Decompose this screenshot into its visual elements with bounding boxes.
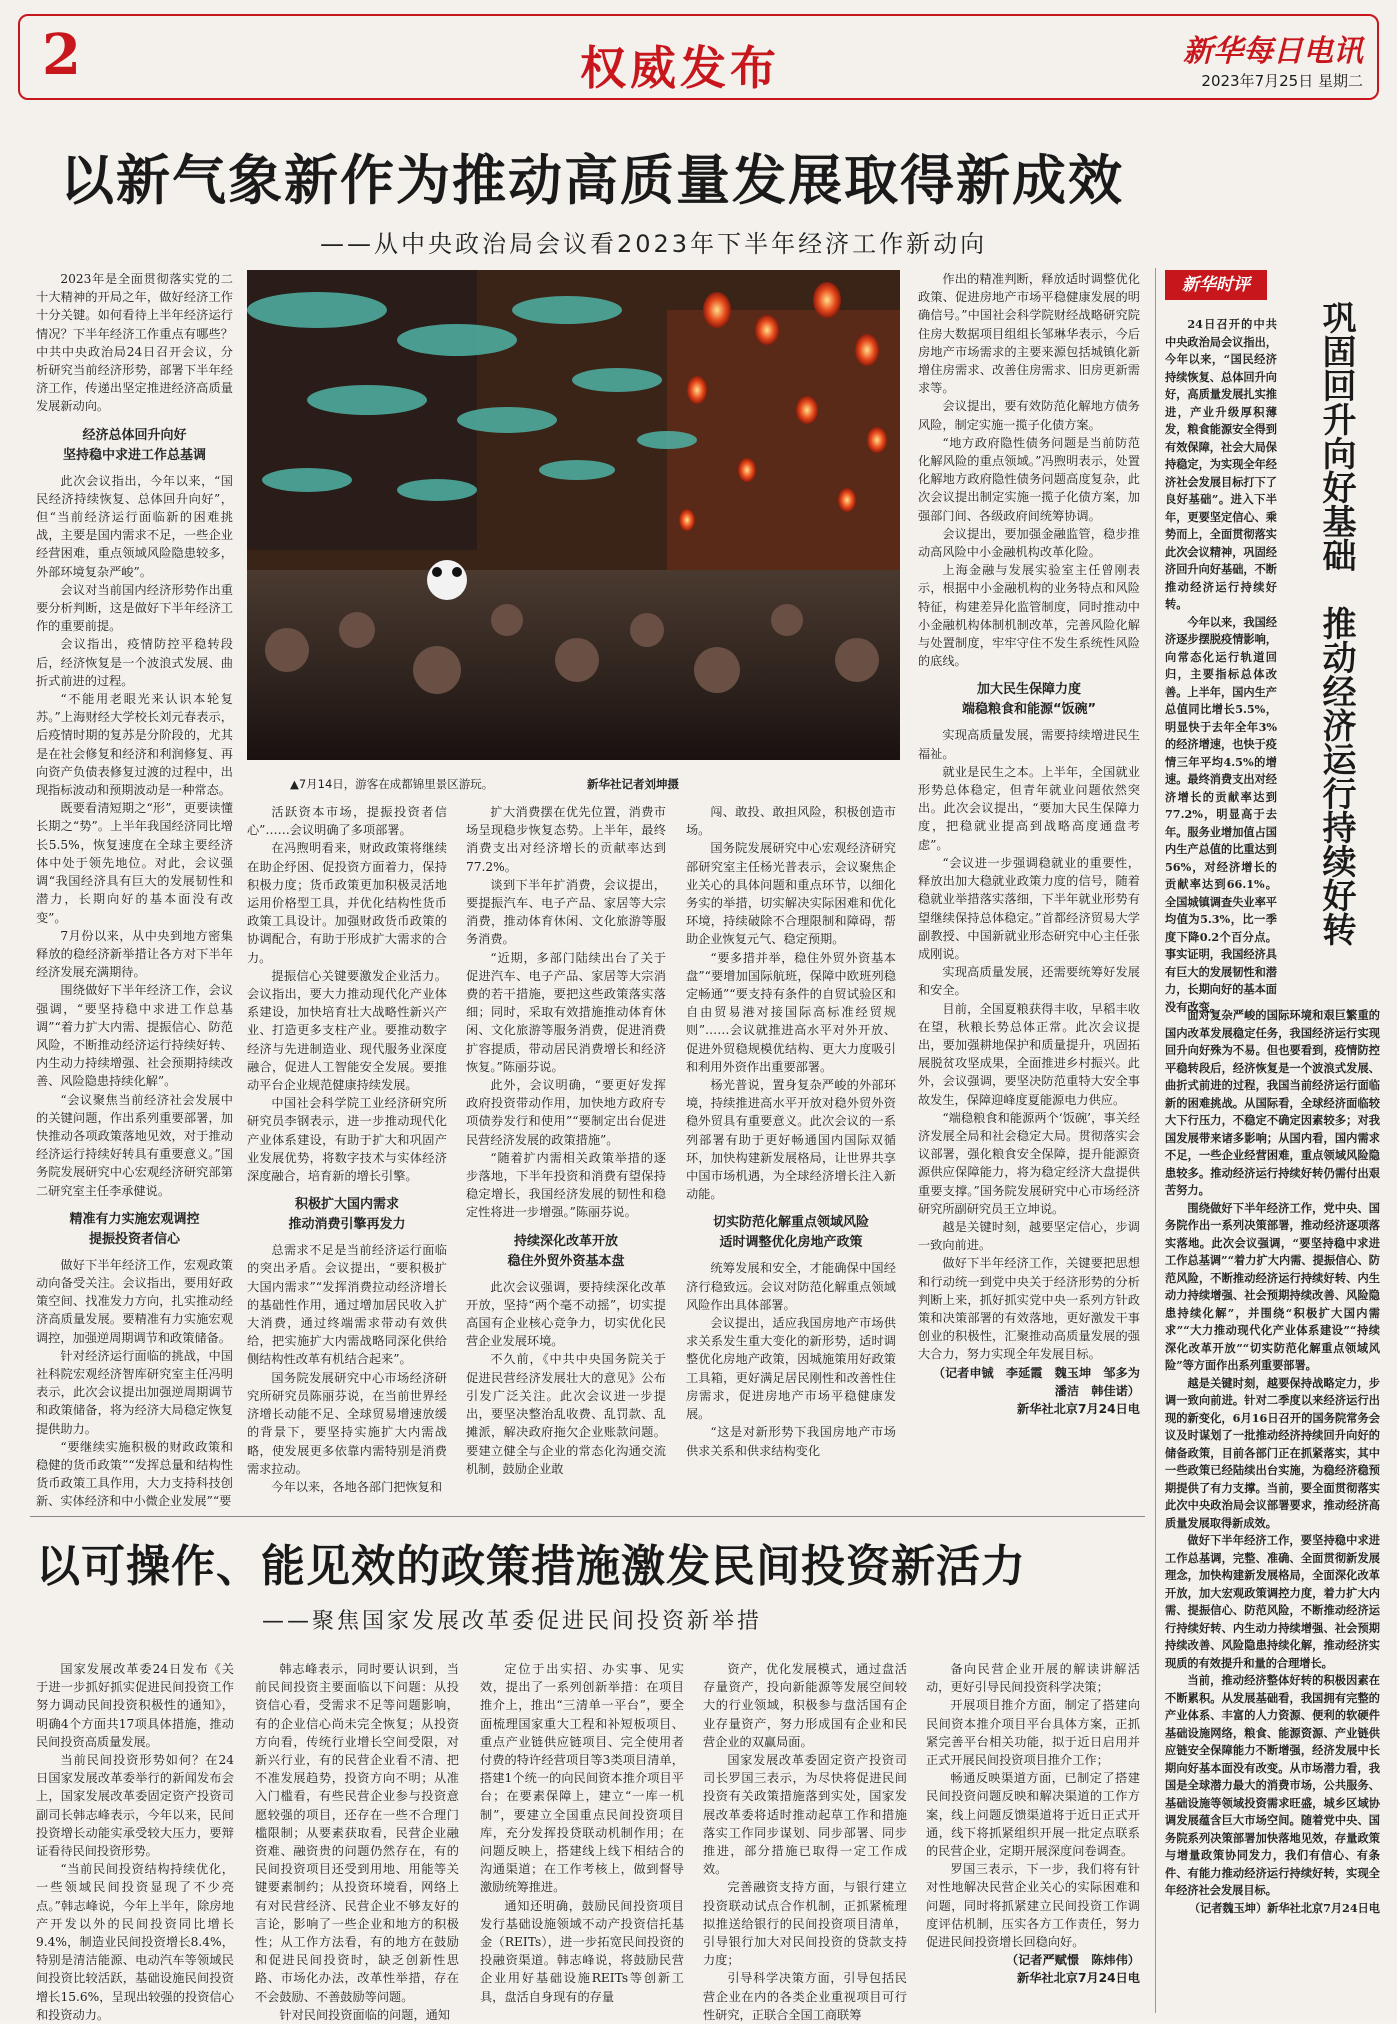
section-title: 权威发布 <box>580 41 780 95</box>
paragraph: 谈到下半年扩消费，会议提出，要提振汽车、电子产品、家居等大宗消费，推动体育休闲、文化旅游等服务消费。 <box>466 877 666 947</box>
paragraph: 中国社会科学院工业经济研究所研究员李钢表示，进一步推动现代化产业体系建设，有助于扩大和巩固产业发展优势，将数字技术与实体经济深度融合，培育新的增长引擎。 <box>247 1096 447 1184</box>
paragraph: 越是关键时刻，越要保持战略定力，步调一致向前进。针对二季度以来经济运行出现的新变化，6月16日召开的国务院常务会议及时谋划了一批推动经济持续回升向好的储备政策，目前各部门正在抓紧落实，其中一些政策已经陆续出台实施，为稳经济稳预期提供了有力支撑。当前，要全面贯彻落实此次中央政治局会议部署要求，推动经济高质量发展取得新成效。 <box>1165 1375 1380 1530</box>
article1-col4-body <box>686 803 896 1203</box>
article1-col5-body <box>918 270 1140 670</box>
commentary-body-1 <box>1165 316 1277 1014</box>
paragraph: 国家发展改革委24日发布《关于进一步抓好抓实促进民间投资工作努力调动民间投资积极性的通知》，明确4个方面共17项具体措施，推动民间投资高质量发展。 <box>36 1662 234 1749</box>
commentary-divider <box>1155 268 1156 2013</box>
paragraph: 针对经济运行面临的挑战，中国社科院宏观经济智库研究室主任冯明表示，此次会议提出加强逆周期调节和政策储备，将为经济大局稳定恢复提供助力。 <box>36 1348 233 1436</box>
paragraph: 今年以来，各地各部门把恢复和 <box>271 1479 443 1494</box>
article1-subheading-3: 积极扩大国内需求 推动消费引擎再发力 <box>288 1197 406 1233</box>
paragraph: 国家发展改革委固定资产投资司司长罗国三表示，为尽快将促进民间投资有关政策措施落到实处，国家发展改革委将适时推动起草工作和措施落实工作同步谋划、同步部署、同步推进，部分措施已取得一定工作成效。 <box>703 1753 907 1877</box>
paragraph: 会议提出，要有效防范化解地方债务风险，制定实施一揽子化债方案。 <box>918 399 1140 432</box>
paragraph: 当前民间投资形势如何？在24日国家发展改革委举行的新闻发布会上，国家发展改革委固定资产投资司副司长韩志峰表示，今年以来，民间投资增长动能实承受较大压力，要辩证看待民间投资形势。 <box>36 1753 234 1859</box>
paragraph: 当前，推动经济整体好转的积极因素在不断累积。从发展基础看，我国拥有完整的产业体系、丰富的人力资源、便利的软硬件基础设施网络，粮食、能源资源、产业链供应链安全保障能力不断增强，经济发展中长期向好基本面没有改变。从市场潜力看，我国是全球潜力最大的消费市场，公共服务、基础设施等领域投资需求旺盛，城乡区域协调发展蕴含巨大市场空间。随着党中央、国务院系列决策部署加快落地见效，存量政策与增量政策协同发力，我们有信心、有条件、有能力推动经济运行持续好转，实现全年经济社会发展目标。 <box>1165 1673 1380 1897</box>
issue-date: 2023年7月25日 星期二 <box>1201 72 1363 90</box>
article1-col3-body-2 <box>466 1278 666 1478</box>
commentary-title: 巩固回升向好基础 推动经济运行持续好转 <box>1316 300 1356 946</box>
article1-col2-body-2 <box>247 1241 447 1496</box>
paragraph: 就业是民生之本。上半年，全国就业形势总体稳定，但青年就业问题依然突出。此次会议提出，“要加大民生保障力度，把稳就业提高到战略高度通盘考虑”。 <box>918 764 1140 852</box>
article2-column-4 <box>703 1660 907 2022</box>
paragraph: 活跃资本市场，提振投资者信心”……会议明确了多项部署。 <box>247 805 447 838</box>
paragraph: 实现高质量发展，需要持续增进民生福祉。 <box>918 728 1140 761</box>
commentary-body-2 <box>1165 1007 1380 2012</box>
article1-subheading-1: 经济总体回升向好 坚持稳中求进工作总基调 <box>62 427 206 463</box>
paragraph: 引导科学决策方面，引导包括民营企业在内的各类企业重视项目可行性研究，正联合全国工商联筹 <box>703 1971 907 2022</box>
paragraph: 目前，全国夏粮获得丰收，早稻丰收在望，秋粮长势总体正常。此次会议提出，要加强耕地保护和质量提升，巩固拓展脱贫攻坚成果，全面推进乡村振兴。此外，会议强调，要坚决防范重特大安全事故发生，保障迎峰度夏能源电力供应。 <box>918 1001 1140 1107</box>
paragraph: 畅通反映渠道方面，已制定了搭建民间投资问题反映和解决渠道的工作方案，线上问题反馈渠道将于近日正式开通，线下将抓紧组织开展一批定点联系的民营企业，定期开展深度问卷调查。 <box>926 1771 1140 1859</box>
article1-column-2 <box>247 803 447 1494</box>
photo-caption-text: ▲7月14日，游客在成都锦里景区游玩。 <box>290 777 494 791</box>
article1-subheading-2: 精准有力实施宏观调控 提振投资者信心 <box>69 1211 200 1247</box>
article1-col2-body <box>247 803 447 1185</box>
article1-column-4 <box>686 803 896 1458</box>
paragraph: 围绕做好下半年经济工作，党中央、国务院作出一系列决策部署，推动经济逐项落实落地。此次会议强调，“要坚持稳中求进工作总基调”“着力扩大内需、提振信心、防范风险，不断推动经济运行持续好转、内生动力持续增强、社会预期持续改善、风险隐患持续化解”，并围绕“积极扩大国内需求”“大力推动现代化产业体系建设”“持续深化改革开放”“切实防范化解重点领域风险”等方面作出系列重要部署。 <box>1165 1200 1380 1372</box>
commentary-badge: 新华时评 <box>1165 270 1267 300</box>
article2-column-5 <box>926 1660 1140 2010</box>
article1-subheading-4: 持续深化改革开放 稳住外贸外资基本盘 <box>507 1233 625 1269</box>
article1-col3-body <box>466 803 666 1222</box>
article2-col5-body <box>926 1660 1140 1951</box>
paragraph: 作出的精准判断，释放适时调整优化政策、促进房地产市场平稳健康发展的明确信号。”中国社会科学院财经战略研究院住房大数据项目组组长邹琳华表示，今后房地产市场需求的主要来源包括城镇化新增住房需求、改善住房需求、旧房更新需求等。 <box>918 272 1140 396</box>
paragraph: “近期，多部门陆续出台了关于促进汽车、电子产品、家居等大宗消费的若干措施，要把这些政策落实落细；同时，采取有效措施推动体育休闲、文化旅游等服务消费，促进消费扩容提质，带动居民消费增长和经济恢复。”陈丽芬说。 <box>466 950 666 1074</box>
photo-caption <box>290 776 679 792</box>
paragraph: 实现高质量发展，还需要统筹好发展和安全。 <box>918 965 1140 998</box>
paragraph: 越是关键时刻，越要坚定信心，步调一致向前进。 <box>918 1219 1140 1253</box>
paragraph: 定位于出实招、办实事、见实效，提出了一系列创新举措：在项目推介上，推出“三清单一平台”，要全面梳理国家重大工程和补短板项目、重点产业链供应链项目、完全使用者付费的特许经营项目等3类项目清单，搭建1个统一的向民间资本推介项目平台；在要素保障上，建立“一库一机制”，要建立全国重点民间投资项目库，充分发挥投贷联动机制作用；在问题反映上，搭建线上线下相结合的沟通渠道；在工作考核上，做到督导激励统筹推进。 <box>480 1662 684 1895</box>
article2-column-3 <box>480 1660 684 2010</box>
paragraph: 通知还明确，鼓励民间投资项目发行基础设施领域不动产投资信托基金（REITs），进一步拓宽民间投资的投融资渠道。韩志峰说，将鼓励民营企业用好基础设施REITs等创新工具，盘活自身现有的存量 <box>480 1898 684 2004</box>
paragraph: “端稳粮食和能源两个‘饭碗’，事关经济发展全局和社会稳定大局。贯彻落实会议部署，强化粮食安全保障，提升能源资源供应保障能力，将为稳定经济大盘提供重要支撑。”国务院发展研究中心市场经济研究所副研究员王立坤说。 <box>918 1110 1140 1216</box>
article1-subheading-5: 切实防范化解重点领域风险 适时调整优化房地产政策 <box>712 1215 869 1251</box>
paragraph: 24日召开的中共中央政治局会议指出，今年以来，“国民经济持续恢复、总体回升向好，高质量发展扎实推进，产业升级厚积薄发，粮食能源安全得到有效保障，社会大局保持稳定，为实现全年经济社会发展目标打下了良好基础”。进入下半年，更要坚定信心、乘势而上，全面贯彻落实此次会议精神，巩固经济回升向好基础，不断推动经济运行持续好转。 <box>1165 317 1277 611</box>
paragraph: 罗国三表示，下一步，我们将有针对性地解决民营企业关心的实际困难和问题，同时将抓紧建立民间投资工作调度评估机制，压实各方工作责任，努力促进民间投资增长回稳向好。 <box>926 1862 1140 1950</box>
paper-name: 新华每日电讯 <box>1183 34 1363 69</box>
paragraph: 针对民间投资面临的问题，通知 <box>279 2007 451 2022</box>
article2-dateline: 新华社北京7月24日电 <box>1017 1971 1140 1986</box>
article1-column-5 <box>918 270 1153 1475</box>
paragraph: 此次会议强调，要持续深化改革开放，坚持“两个毫不动摇”，切实提高国有企业核心竞争力，切实优化民营企业发展环境。 <box>466 1279 666 1349</box>
paragraph: 提振信心关键要激发企业活力。会议指出，要大力推动现代化产业体系建设，加快培育壮大战略性新兴产业、打造更多支柱产业。要推动数字经济与先进制造业、现代服务业深度融合，促进人工智能安全发展。要推动平台企业规范健康持续发展。 <box>247 968 447 1093</box>
paragraph: 杨光普说，置身复杂严峻的外部环境，持续推进高水平开放对稳外贸外资稳外贸具有重要意义。此次会议的一系列部署有助于更好畅通国内国际双循环，加快构建新发展格局，让世界共享中国市场机遇，为全球经济增长注入新动能。 <box>686 1078 896 1202</box>
article1-headline: 以新气象新作为推动高质量发展取得新成效 <box>60 148 1124 212</box>
article1-dateline: 新华社北京7月24日电 <box>1017 1401 1140 1416</box>
paragraph: 在冯煦明看来，财政政策将继续在助企纾困、促投资方面着力，保持积极力度；货币政策更加积极灵活地运用价格型工具，并优化结构性货币政策工具设计。加强财政货币政策的协调配合，有助于形成扩大需求的合力。 <box>247 841 447 965</box>
paragraph: 面对复杂严峻的国际环境和艰巨繁重的国内改革发展稳定任务，我国经济运行实现回升向好殊为不易。但也要看到，疫情防控平稳转段后，经济恢复是一个波浪式发展、曲折式前进的过程，我国当前经济运行面临新的困难挑战。从国际看，全球经济面临较大下行压力，不稳定不确定因素较多；对我国发展带来诸多影响；从国内看，国内需求不足，一些企业经营困难，重点领域风险隐患较多。推动经济运行持续好转仍需付出艰苦努力。 <box>1165 1008 1380 1197</box>
paragraph: 围绕做好下半年经济工作，会议强调，“要坚持稳中求进工作总基调”“着力扩大内需、提振信心、防范风险，不断推动经济运行持续好转、内生动力持续增强、社会预期持续改善、风险隐患持续化解”。 <box>36 983 233 1089</box>
article2-byline: （记者严赋憬 陈炜伟） <box>1005 1953 1140 1968</box>
jinli-street-photo <box>247 270 900 760</box>
news-photo <box>247 270 900 760</box>
commentary-byline: （记者魏玉坤）新华社北京7月24日电 <box>1188 1900 1380 1915</box>
paragraph: “会议聚焦当前经济社会发展中的关键问题，作出系列重要部署，加快推动各项政策落地见效，对于推动经济运行持续好转具有重要意义。”国务院发展研究中心宏观经济研究部第二研究室主任李承健说。 <box>36 1092 233 1198</box>
paragraph: “会议进一步强调稳就业的重要性，释放出加大稳就业政策力度的信号，随着稳就业举措落实落细，下半年就业形势有望继续保持总体稳定。”首都经济贸易大学副教授、中国新就业形态研究中心主任张成刚说。 <box>918 855 1140 961</box>
paragraph: 会议提出，要加强金融监管，稳步推动高风险中小金融机构改革化险。 <box>918 526 1140 560</box>
paragraph: 做好下半年经济工作，宏观政策动向备受关注。会议指出，要用好政策空间、找准发力方向，扎实推动经济高质量发展。要精准有力实施宏观调控，加强逆周期调节和政策储备。 <box>36 1257 233 1345</box>
paragraph: “地方政府隐性债务问题是当前防范化解风险的重点领域。”冯煦明表示，处置化解地方政府隐性债务问题高度复杂，此次会议提出制定实施一揽子化债方案，加强部门间、各级政府间统筹协调。 <box>918 435 1140 523</box>
paragraph: 做好下半年经济工作，要坚持稳中求进工作总基调，完整、准确、全面贯彻新发展理念，加快构建新发展格局，全面深化改革开放，加大宏观政策调控力度，着力扩大内需、提振信心、防范风险，不断推动经济运行持续好转、内生动力持续增强、社会预期持续改善、风险隐患持续化解，推动经济实现质的有效提升和量的合理增长。 <box>1165 1533 1380 1670</box>
paragraph: 上海金融与发展实验室主任曾刚表示，根据中小金融机构的业务特点和风险特征，构建差异化监管制度，同时推动中小金融机构体制机制改革，完善风险化解与处置制度，牢牢守住不发生系统性风险的底线。 <box>918 563 1140 669</box>
paragraph: 总需求不足是当前经济运行面临的突出矛盾。会议提出，“要积极扩大国内需求”“发挥消费拉动经济增长的基础性作用，通过增加居民收入扩大消费，通过终端需求带动有效供给，把实施扩大内需战略同深化供给侧结构性改革有机结合起来”。 <box>247 1243 447 1367</box>
photo-credit: 新华社记者刘坤摄 <box>586 777 679 791</box>
paragraph: 2023年是全面贯彻落实党的二十大精神的开局之年，做好经济工作十分关键。如何看待上半年经济运行情况？下半年经济工作重点有哪些？中共中央政治局24日召开会议，分析研究当前经济形势，部署下半年经济工作，传递出坚定推进经济高质量发展新动向。 <box>36 272 233 414</box>
paragraph: 会议对当前国内经济形势作出重要分析判断，这是做好下半年经济工作的重要前提。 <box>36 582 233 634</box>
masthead <box>18 14 1379 100</box>
paragraph: 完善融资支持方面，与银行建立投资联动试点合作机制，正抓紧梳理拟推送给银行的民间投资项目清单，引导银行加大对民间投资的贷款支持力度； <box>703 1880 907 1968</box>
article1-subhead: ——从中央政治局会议看2023年下半年经济工作新动向 <box>320 230 988 258</box>
paragraph: 扩大消费摆在优先位置，消费市场呈现稳步恢复态势。上半年，最终消费支出对经济增长的贡献率达到77.2%。 <box>466 805 666 874</box>
paragraph: 国务院发展研究中心宏观经济研究部研究室主任杨光普表示，会议聚焦企业关心的具体问题和重点环节，以细化务实的举措，切实解决实际困难和优化环境，持续破除不合理限制和障碍，帮助企业恢复元气、稳定预期。 <box>686 841 896 947</box>
paragraph: 此次会议指出，今年以来，“国民经济持续恢复、总体回升向好”，但“当前经济运行面临新的困难挑战，主要是国内需求不足，一些企业经营困难，重点领域风险隐患较多，外部环境复杂严峻”。 <box>36 473 233 579</box>
article-divider <box>30 1516 1145 1517</box>
article1-column-1 <box>36 270 233 1509</box>
paragraph: 做好下半年经济工作，关键要把思想和行动统一到党中央关于经济形势的分析判断上来，抓好抓实党中央一系列方针政策和决策部署的有效落地，更好激发干事创业的积极性，汇聚推动高质量发展的强大合力，努力实现全年发展目标。 <box>918 1256 1140 1362</box>
paragraph: 不久前，《中共中央国务院关于促进民营经济发展壮大的意见》公布引发广泛关注。此次会议进一步提出，要坚决整治乱收费、乱罚款、乱摊派，解决政府拖欠企业账款问题。要建立健全与企业的常态化沟通交流机制，鼓励企业敢 <box>466 1352 666 1476</box>
article1-col5-body-2 <box>918 726 1140 1363</box>
paragraph: “不能用老眼光来认识本轮复苏。”上海财经大学校长刘元春表示，后疫情时期的复苏是分阶段的，尤其是在社会修复和经济和利润修复、再向资产负债表修复过渡的过程中，出现指标波动和预期波动是一种常态。 <box>36 692 233 798</box>
commentary-body-2-paragraphs <box>1165 1007 1380 1900</box>
paragraph: 韩志峰表示，同时要认识到，当前民间投资主要面临以下问题：从投资信心看，受需求不足等问题影响，有的企业信心尚未完全恢复；从投资方向看，传统行业增长空间受限，对新兴行业，有的民营企业看不清、把不准发展趋势，投资方向不明；从准入门槛看，有些民营企业参与投资意愿较强的项目，还存在一些不合理门槛限制；从要素获取看，民营企业融资难、融资贵的问题仍然存在，有的民间投资项目还受到用地、用能等关键要素制约；从投资环境看，网络上有对民营经济、民营企业不够友好的言论，影响了一些企业和地方的积极性；从工作方法看，有的地方在鼓励和促进民间投资时，缺乏创新性思路、市场化办法，改革性举措，存在不会鼓励、不善鼓励等问题。 <box>255 1662 459 2004</box>
article1-col1-body-2 <box>36 1256 233 1511</box>
article2-subhead: ——聚焦国家发展改革委促进民间投资新举措 <box>262 1609 763 1634</box>
paragraph: “随着扩内需相关政策举措的逐步落地，下半年投资和消费有望保持稳定增长，我国经济发展的韧性和稳定性将进一步增强。”陈丽芬说。 <box>466 1150 666 1220</box>
paragraph: 此外，会议明确，“要更好发挥政府投资带动作用，加快地方政府专项债券发行和使用”“要制定出台促进民营经济发展的政策措施”。 <box>466 1078 666 1147</box>
paragraph: 会议指出，疫情防控平稳转段后，经济恢复是一个波浪式发展、曲折式前进的过程。 <box>36 637 233 688</box>
paragraph: 既要看清短期之“形”，更要读懂长期之“势”。上半年我国经济同比增长5.5%，恢复速度在全球主要经济体中处于领先地位。对此，会议强调“我国经济具有巨大的发展韧性和潜力，长期向好的基本面没有改变”。 <box>36 801 233 925</box>
paragraph: “要继续实施积极的财政政策和稳健的货币政策”“发挥总量和结构性货币政策工具作用，大力支持科技创新、实体经济和中小微企业发展”“要 <box>36 1439 233 1509</box>
paragraph: 国务院发展研究中心市场经济研究所研究员陈丽芬说，在当前世界经济增长动能不足、全球贸易增速放缓的背景下，要坚持实施扩大内需战略，使发展更多依靠内需特别是消费需求拉动。 <box>247 1370 447 1476</box>
article2-column-2 <box>255 1660 459 2022</box>
paragraph: “当前民间投资结构持续优化，一些领域民间投资显现了不少亮点。”韩志峰说，今年上半年，除房地产开发以外的民间投资同比增长9.4%，制造业民间投资增长8.4%，特别是清洁能源、电动汽车等领域民间投资比较活跃，基础设施民间投资增长15.6%，呈现出较强的投资信心和投资动力。 <box>36 1862 234 2022</box>
article1-column-3 <box>466 803 666 1476</box>
paragraph: 资产，优化发展模式，通过盘活存量资产，投向新能源等发展空间较大的行业领域，积极参与盘活国有企业存量资产，努力形成国有企业和民营企业的双赢局面。 <box>703 1662 907 1749</box>
article1-col1-intro <box>36 270 233 416</box>
paragraph: 7月份以来，从中央到地方密集释放的稳经济新举措让各方对下半年经济发展充满期待。 <box>36 928 233 980</box>
article2-headline: 以可操作、能见效的政策措施激发民间投资新活力 <box>36 1541 1026 1592</box>
paragraph: 备向民营企业开展的解读讲解活动，更好引导民间投资科学决策； <box>926 1662 1140 1695</box>
paragraph: 闯、敢投、敢担风险，积极创造市场。 <box>686 805 896 838</box>
article1-byline: （记者申铖 李延霞 魏玉坤 邹多为 潘洁 韩佳诺） <box>932 1365 1153 1398</box>
paragraph: 会议提出，适应我国房地产市场供求关系发生重大变化的新形势，适时调整优化房地产政策，因城施策用好政策工具箱，更好满足居民刚性和改善性住房需求，促进房地产市场平稳健康发展。 <box>686 1316 896 1422</box>
article2-column-1 <box>36 1660 234 2022</box>
paragraph: 今年以来，我国经济逐步摆脱疫情影响，向常态化运行轨道回归，主要指标总体改善。上半年，国内生产总值同比增长5.5%，明显快于去年全年3%的经济增速，也快于疫情三年平均4.5%的增速。最终消费支出对经济增长的贡献率达到77.2%，明显高于去年。服务业增加值占国内生产总值的比重达到56%，对经济增长的贡献率达到66.1%。全国城镇调查失业率平均值为5.3%，比一季度下降0.2个百分点。事实证明，我国经济具有巨大的发展韧性和潜力，长期向好的基本面没有改变。 <box>1165 614 1277 1014</box>
page-number: 2 <box>42 22 81 88</box>
article1-subheading-6: 加大民生保障力度 端稳粮食和能源“饭碗” <box>961 682 1097 718</box>
article1-col4-body-2 <box>686 1259 896 1459</box>
paragraph: 统筹发展和安全，才能确保中国经济行稳致远。会议对防范化解重点领域风险作出具体部署。 <box>686 1261 896 1312</box>
paragraph: 开展项目推介方面，制定了搭建向民间资本推介项目平台具体方案，正抓紧完善平台相关功能，拟于近日启用并正式开展民间投资项目推介工作； <box>926 1698 1140 1768</box>
article1-col1-body <box>36 472 233 1200</box>
paragraph: “这是对新形势下我国房地产市场供求关系和供求结构变化 <box>686 1425 896 1458</box>
paragraph: “要多措并举，稳住外贸外资基本盘”“要增加国际航班，保障中欧班列稳定畅通”“要支持有条件的自贸试验区和自由贸易港对接国际高标准经贸规则”……会议就推进高水平对外开放、促进外贸稳规模优结构、更大力度吸引和利用外资作出重要部署。 <box>686 950 896 1074</box>
